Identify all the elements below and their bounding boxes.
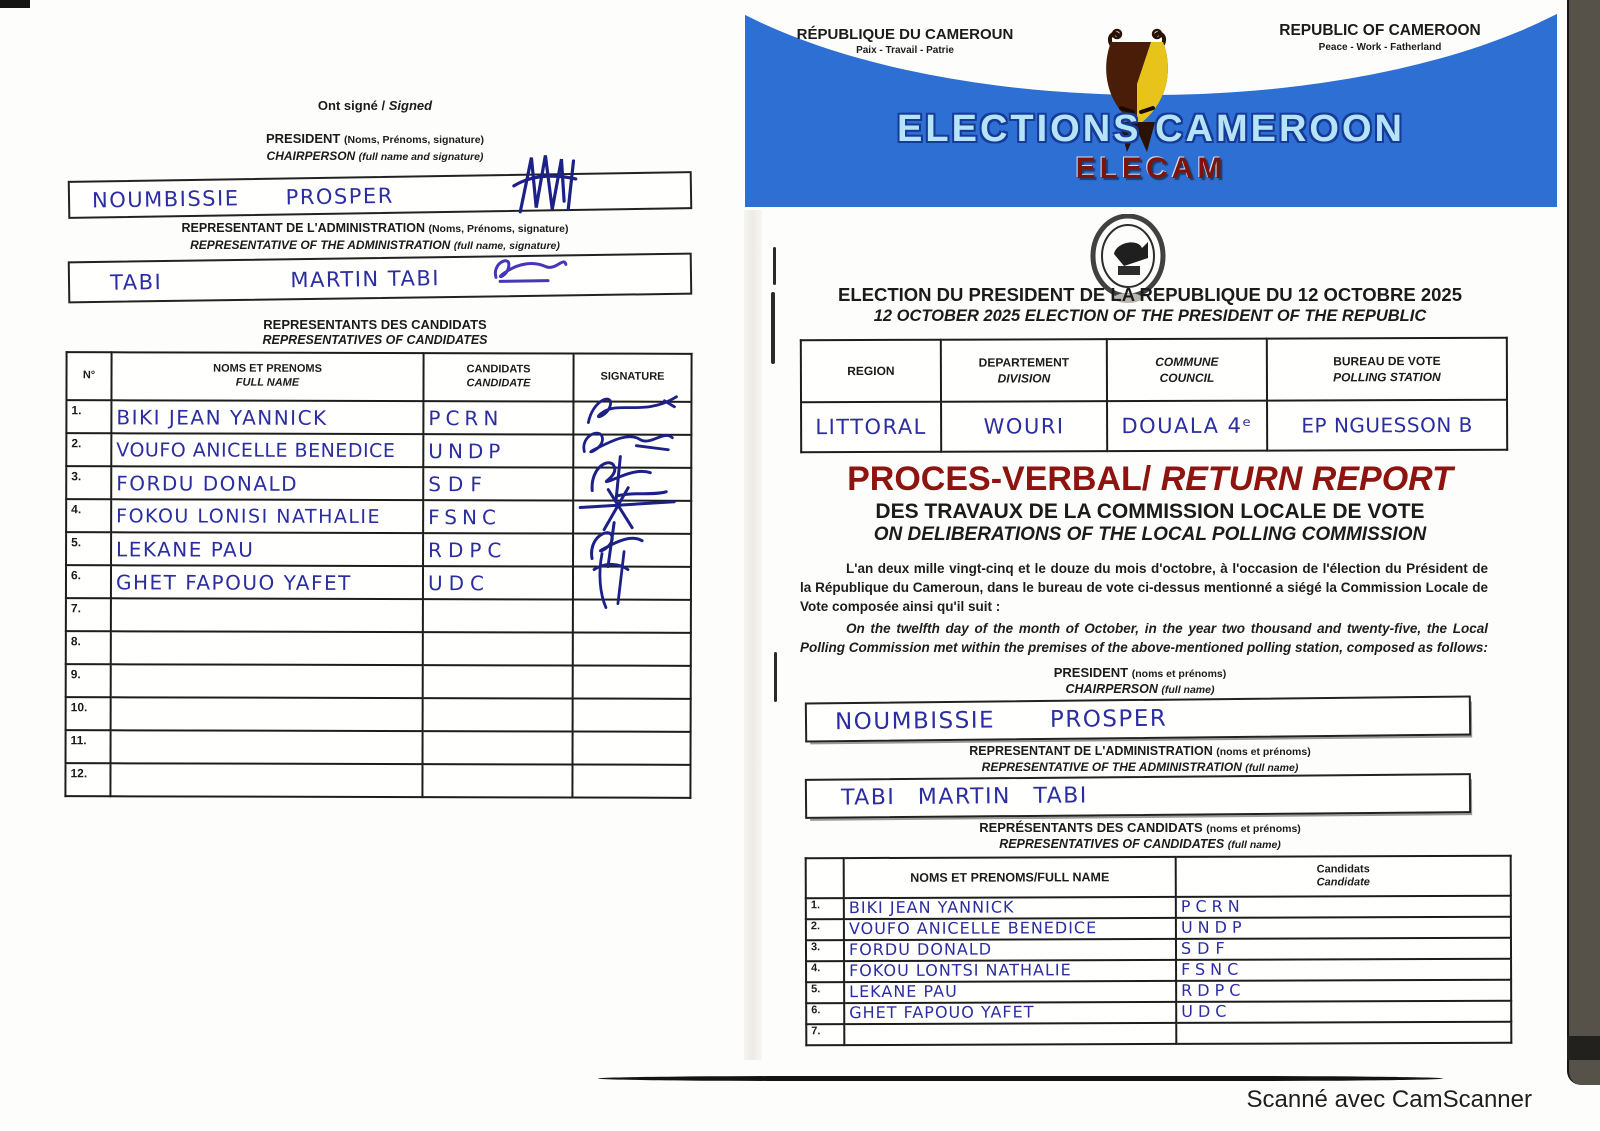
rep-name-handwritten: FOKOU LONISI NATHALIE xyxy=(116,504,382,528)
motto-en: Peace - Work - Fatherland xyxy=(1318,42,1442,53)
table-row: 7. xyxy=(66,598,691,633)
col-header-party: CANDIDATS CANDIDATE xyxy=(423,353,573,401)
table-row: 5. LEKANE PAU RDPC xyxy=(806,980,1511,1003)
rep-party-handwritten: UNDP xyxy=(1180,917,1247,937)
location-table xyxy=(800,337,1508,453)
col-header-num: N° xyxy=(66,352,111,400)
admin-note-fr: (Noms, Prénoms, signature) xyxy=(428,223,569,235)
signed-heading-fr: Ont signé / xyxy=(317,98,386,113)
rep-party-handwritten: UDC xyxy=(1181,1001,1232,1021)
scan-corner-mark xyxy=(0,0,30,8)
scan-background-strip xyxy=(1567,0,1600,1085)
report-subtitle-en: ON DELIBERATIONS OF THE LOCAL POLLING COMMISSION xyxy=(873,524,1427,545)
right-reps-title-fr xyxy=(790,820,1490,835)
ink-dash-artifact xyxy=(774,652,777,702)
rep-party-handwritten: FSNC xyxy=(428,504,501,529)
left-reps-title-fr: REPRESENTANTS DES CANDIDATS xyxy=(263,317,487,332)
left-representatives-table xyxy=(64,351,692,799)
table-row: 6. GHET FAPOUO YAFET UDC xyxy=(66,565,691,600)
rep-name-handwritten: VOUFO ANICELLE BENEDICE xyxy=(116,438,396,462)
col-header-num xyxy=(806,858,844,898)
header-commune: COMMUNE COUNCIL xyxy=(1107,339,1267,402)
rep-party-handwritten: PCRN xyxy=(428,405,504,430)
rep-name-handwritten: FORDU DONALD xyxy=(848,939,993,959)
reps-title-fr: REPRÉSENTANTS DES CANDIDATS xyxy=(979,820,1203,835)
rep-name-handwritten: BIKI JEAN YANNICK xyxy=(848,897,1015,917)
table-row: 10. xyxy=(66,697,691,732)
col-header-signature: SIGNATURE xyxy=(573,354,691,402)
right-president-name-box xyxy=(805,696,1471,743)
table-row: 3. FORDU DONALD SDF xyxy=(66,466,691,501)
org-name: ELECTIONS CAMEROON xyxy=(897,108,1405,150)
republic-fr: RÉPUBLIQUE DU CAMEROUN xyxy=(796,26,1014,43)
motto-fr: Paix - Travail - Patrie xyxy=(856,45,954,56)
president-name-handwritten: NOUMBISSIE PROSPER xyxy=(91,183,394,213)
admin-note-en: (full name, signature) xyxy=(453,240,560,252)
report-title xyxy=(790,460,1510,499)
admin-name-handwritten: TABI MARTIN TABI xyxy=(109,266,441,295)
col-header-name: NOMS ET PRENOMS/FULL NAME xyxy=(844,857,1176,898)
table-row: 3. FORDU DONALD SDF xyxy=(806,938,1511,961)
region-value-handwritten: LITTORAL xyxy=(815,414,927,440)
rep-party-handwritten: SDF xyxy=(428,471,489,496)
rep-name-handwritten: FORDU DONALD xyxy=(116,470,299,496)
rep-party-handwritten: PCRN xyxy=(1180,896,1245,916)
rep-name-handwritten: VOUFO ANICELLE BENEDICE xyxy=(848,917,1098,938)
table-row: 8. xyxy=(66,631,691,666)
president-note: (Noms, Prénoms, signature) xyxy=(344,134,485,146)
reps-title-en: REPRESENTATIVES OF CANDIDATES xyxy=(999,837,1225,851)
right-admin-label-fr: REPRESENTANT DE L'ADMINISTRATION xyxy=(969,744,1213,758)
republic-fr-block xyxy=(790,26,1020,56)
election-title-en: 12 OCTOBER 2025 ELECTION OF THE PRESIDENT OF THE REPUBLIC xyxy=(873,307,1427,325)
rep-name-handwritten: LEKANE PAU xyxy=(116,536,255,562)
republic-en-block xyxy=(1240,22,1520,53)
location-value-row xyxy=(801,400,1507,452)
signed-heading-en: Signed xyxy=(388,98,433,113)
report-title-fr: PROCES-VERBAL/ xyxy=(847,460,1152,498)
republic-en: REPUBLIC OF CAMEROON xyxy=(1279,22,1481,39)
col-header-name: NOMS ET PRENOMS FULL NAME xyxy=(111,352,423,401)
table-row: 6. GHET FAPOUO YAFET UDC xyxy=(806,1001,1511,1024)
admin-label-fr: REPRESENTANT DE L'ADMINISTRATION xyxy=(181,221,425,235)
ink-dash-artifact xyxy=(771,292,775,364)
header-station: BUREAU DE VOTE POLLING STATION xyxy=(1267,338,1507,401)
scan-strip-dark-band xyxy=(1567,1036,1600,1060)
right-admin-note-en: (full name) xyxy=(1245,762,1299,774)
right-admin-note-fr: (noms et prénoms) xyxy=(1216,746,1311,758)
header-region: REGION xyxy=(801,340,941,402)
table-header-row xyxy=(806,856,1511,898)
reps-note-fr: (noms et prénoms) xyxy=(1206,823,1301,835)
rep-name-handwritten: FOKOU LONTSI NATHALIE xyxy=(849,959,1072,980)
right-president-label-line xyxy=(790,665,1490,680)
admin-label-line-en xyxy=(65,238,685,252)
president-name-box xyxy=(68,171,693,219)
rep-name-handwritten: BIKI JEAN YANNICK xyxy=(116,404,328,430)
rep-party-handwritten: UNDP xyxy=(428,438,506,463)
chairperson-label-line xyxy=(65,149,685,163)
president-label-line xyxy=(65,131,685,146)
right-chairperson-note: (full name) xyxy=(1161,684,1215,696)
table-row: 1. BIKI JEAN YANNICK PCRN xyxy=(806,896,1511,919)
report-title-en: RETURN REPORT xyxy=(1160,460,1453,498)
left-reps-title-en: REPRESENTATIVES OF CANDIDATES xyxy=(262,333,488,347)
table-row: 2. VOUFO ANICELLE BENEDICE UNDP xyxy=(66,433,691,468)
location-header-row xyxy=(801,338,1507,402)
commune-value-handwritten: DOUALA 4ᵉ xyxy=(1121,413,1253,439)
rep-name-handwritten: LEKANE PAU xyxy=(849,981,958,1001)
president-signature-scribble xyxy=(509,151,590,218)
admin-name-box xyxy=(68,253,693,304)
body-paragraph-en: On the twelfth day of the month of October, in the year two thousand and twenty-five, the Local Polling Commission met within the premises of the above-mentioned polling station, composed as follows: xyxy=(800,621,1488,655)
right-president-note: (noms et prénoms) xyxy=(1131,668,1227,680)
chairperson-note: (full name and signature) xyxy=(358,151,484,163)
ink-dash-artifact xyxy=(773,247,776,285)
table-row: 2. VOUFO ANICELLE BENEDICE UNDP xyxy=(806,917,1511,940)
admin-signature-scribble xyxy=(490,250,571,295)
right-admin-label-en: REPRESENTATIVE OF THE ADMINISTRATION xyxy=(981,760,1242,774)
right-admin-label-line-fr xyxy=(790,744,1490,758)
col-header-party: Candidats Candidate xyxy=(1176,856,1511,897)
admin-label-en: REPRESENTATIVE OF THE ADMINISTRATION xyxy=(190,238,451,252)
president-label: PRESIDENT xyxy=(265,131,341,146)
rep-party-handwritten: RDPC xyxy=(1181,980,1246,1000)
org-abbr: ELECAM xyxy=(1075,152,1227,185)
page-bottom-edge xyxy=(598,1076,1443,1081)
right-reps-title-en xyxy=(790,837,1490,851)
right-chairperson-label: CHAIRPERSON xyxy=(1065,682,1158,696)
division-value-handwritten: WOURI xyxy=(983,414,1065,439)
table-row: 9. xyxy=(66,664,691,699)
body-paragraph-fr: L'an deux mille vingt-cinq et le douze du mois d'octobre, à l'occasion de l'élection du Président de la République du Cameroun, dans le bureau de vote ci-dessus mentionné a siégé la Commission Locale de Vote composée ainsi qu'il suit : xyxy=(800,561,1488,614)
table-row: 5. LEKANE PAU RDPC xyxy=(66,532,691,567)
signed-heading xyxy=(65,98,685,113)
rep-name-handwritten: GHET FAPOUO YAFET xyxy=(849,1001,1035,1022)
rep-party-handwritten: SDF xyxy=(1180,938,1231,958)
table-row: 12. xyxy=(65,763,690,798)
table-row: 7. xyxy=(806,1022,1511,1045)
election-title-fr: ELECTION DU PRESIDENT DE LA REPUBLIQUE DU 12 OCTOBRE 2025 xyxy=(838,284,1462,305)
rep-name-handwritten: GHET FAPOUO YAFET xyxy=(115,569,352,595)
page-gap-shadow xyxy=(744,210,762,1060)
right-president-label: PRESIDENT xyxy=(1053,665,1129,680)
right-admin-name-handwritten: TABI MARTIN TABI xyxy=(840,783,1088,811)
elecam-banner xyxy=(745,0,1557,207)
signature-scribble xyxy=(584,544,654,614)
admin-label-line-fr xyxy=(65,221,685,235)
chairperson-label: CHAIRPERSON xyxy=(266,149,356,163)
right-representatives-table xyxy=(805,855,1513,1046)
header-division: DEPARTEMENT DIVISION xyxy=(941,339,1107,402)
right-admin-name-box xyxy=(805,773,1471,819)
camscanner-watermark: Scanné avec CamScanner xyxy=(1246,1086,1532,1113)
rep-party-handwritten: UDC xyxy=(427,570,491,595)
report-subtitle-fr: DES TRAVAUX DE LA COMMISSION LOCALE DE VOTE xyxy=(875,500,1425,523)
reps-note-en: (full name) xyxy=(1227,839,1281,851)
right-president-name-handwritten: NOUMBISSIE PROSPER xyxy=(834,705,1168,736)
rep-party-handwritten: FSNC xyxy=(1181,959,1244,979)
station-value-handwritten: EP NGUESSON B xyxy=(1301,412,1473,438)
table-row: 4. FOKOU LONISI NATHALIE FSNC xyxy=(66,499,691,534)
table-row: 11. xyxy=(66,730,691,765)
right-chairperson-label-line xyxy=(790,682,1490,696)
table-row: 1. BIKI JEAN YANNICK PCRN xyxy=(66,400,691,435)
rep-party-handwritten: RDPC xyxy=(428,537,508,562)
right-admin-label-line-en xyxy=(790,760,1490,774)
table-row: 4. FOKOU LONTSI NATHALIE FSNC xyxy=(806,959,1511,982)
